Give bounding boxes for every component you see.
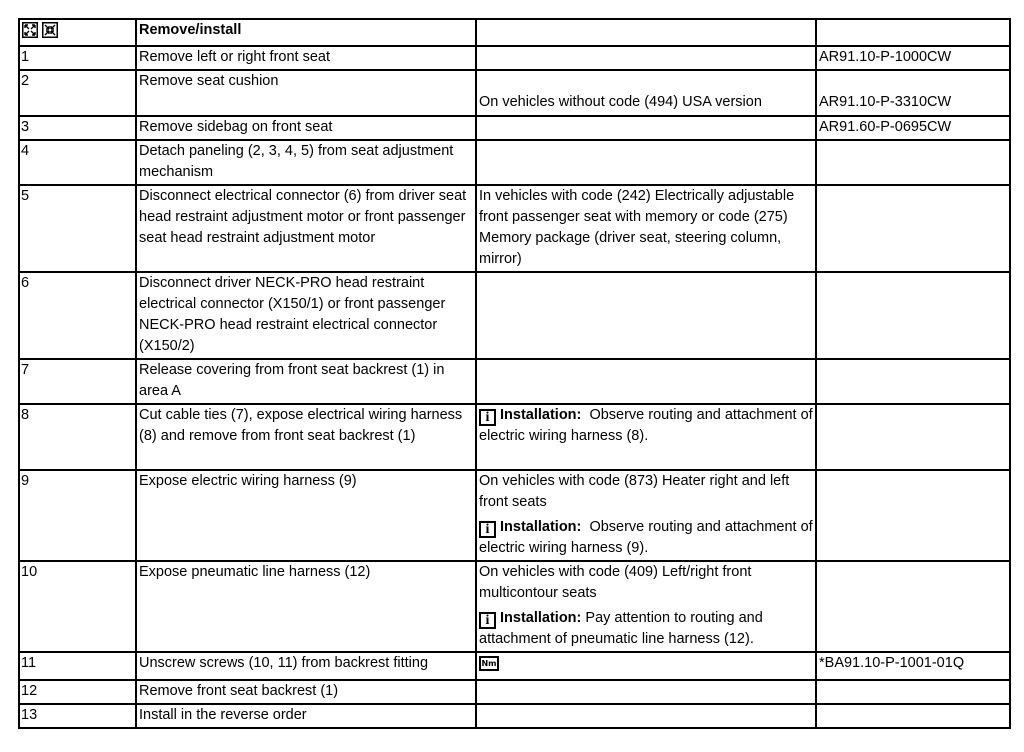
installation-label: Installation: xyxy=(500,610,582,626)
step-number: 7 xyxy=(19,359,136,404)
step-action: Cut cable ties (7), expose electrical wiring harness (8) and remove from front seat backrest (1) xyxy=(136,404,476,470)
step-note: In vehicles with code (242) Electrically adjustable front passenger seat with memory or code (275) Memory package (driver seat, steering column, mirror) xyxy=(476,185,816,272)
table-header-row xyxy=(19,19,1010,46)
step-number: 3 xyxy=(19,116,136,140)
step-action: Expose electric wiring harness (9) xyxy=(136,470,476,561)
table-row xyxy=(19,652,1010,680)
step-action: Release covering from front seat backrest (1) in area A xyxy=(136,359,476,404)
step-reference-link[interactable] xyxy=(816,704,1010,728)
step-reference-link[interactable]: AR91.10-P-1000CW xyxy=(816,46,1010,70)
step-note xyxy=(476,272,816,359)
expand-icon[interactable] xyxy=(22,22,38,38)
step-number: 6 xyxy=(19,272,136,359)
variant-note: On vehicles with code (873) Heater right and left front seats xyxy=(479,473,790,510)
info-icon[interactable]: i xyxy=(479,409,496,426)
step-note xyxy=(476,140,816,185)
info-icon[interactable]: i xyxy=(479,612,496,629)
variant-note: On vehicles with code (409) Left/right front multicontour seats xyxy=(479,564,752,601)
step-reference-link[interactable] xyxy=(816,561,1010,652)
step-reference-link[interactable] xyxy=(816,272,1010,359)
step-reference-link[interactable]: AR91.60-P-0695CW xyxy=(816,116,1010,140)
step-action: Unscrew screws (10, 11) from backrest fitting xyxy=(136,652,476,680)
header-col3 xyxy=(476,19,816,46)
step-number: 8 xyxy=(19,404,136,470)
step-number: 13 xyxy=(19,704,136,728)
step-action: Install in the reverse order xyxy=(136,704,476,728)
step-number: 4 xyxy=(19,140,136,185)
step-note xyxy=(476,404,816,470)
step-note xyxy=(476,116,816,140)
step-number: 12 xyxy=(19,680,136,704)
collapse-icon[interactable] xyxy=(42,22,58,38)
step-action: Remove left or right front seat xyxy=(136,46,476,70)
step-action: Remove seat cushion xyxy=(136,70,476,116)
table-row xyxy=(19,561,1010,652)
step-reference-link[interactable] xyxy=(816,140,1010,185)
step-reference-link[interactable]: AR91.10-P-3310CW xyxy=(816,70,1010,116)
step-action: Detach paneling (2, 3, 4, 5) from seat adjustment mechanism xyxy=(136,140,476,185)
step-action: Disconnect electrical connector (6) from driver seat head restraint adjustment motor or front passenger seat head restraint adjustment motor xyxy=(136,185,476,272)
info-icon[interactable]: i xyxy=(479,521,496,538)
step-action: Remove front seat backrest (1) xyxy=(136,680,476,704)
step-note xyxy=(476,652,816,680)
step-reference-link[interactable] xyxy=(816,470,1010,561)
procedure-table xyxy=(18,18,1011,729)
table-row xyxy=(19,116,1010,140)
step-action: Disconnect driver NECK-PRO head restraint electrical connector (X150/1) or front passenger NECK-PRO head restraint electrical connector (X150/2) xyxy=(136,272,476,359)
step-note xyxy=(476,561,816,652)
step-number: 5 xyxy=(19,185,136,272)
step-reference-link[interactable] xyxy=(816,404,1010,470)
installation-text: Pay attention to routing and attachment of pneumatic line harness (12). xyxy=(479,610,763,647)
step-note: On vehicles without code (494) USA version xyxy=(476,70,816,116)
procedure-sheet xyxy=(18,18,1011,729)
table-row xyxy=(19,680,1010,704)
table-row xyxy=(19,359,1010,404)
table-row xyxy=(19,272,1010,359)
table-row xyxy=(19,470,1010,561)
header-col4 xyxy=(816,19,1010,46)
torque-icon[interactable]: Nm xyxy=(479,656,499,671)
table-row xyxy=(19,704,1010,728)
step-note xyxy=(476,470,816,561)
step-reference-link[interactable] xyxy=(816,185,1010,272)
installation-text: Observe routing and attachment of electric wiring harness (8). xyxy=(479,407,813,444)
table-row xyxy=(19,46,1010,70)
step-action: Expose pneumatic line harness (12) xyxy=(136,561,476,652)
step-number: 1 xyxy=(19,46,136,70)
installation-label: Installation: xyxy=(500,519,582,535)
installation-note xyxy=(479,519,813,556)
step-note xyxy=(476,704,816,728)
table-row xyxy=(19,404,1010,470)
step-number: 9 xyxy=(19,470,136,561)
step-reference-link[interactable] xyxy=(816,359,1010,404)
step-note xyxy=(476,46,816,70)
step-number: 10 xyxy=(19,561,136,652)
step-number: 2 xyxy=(19,70,136,116)
step-action: Remove sidebag on front seat xyxy=(136,116,476,140)
step-note xyxy=(476,680,816,704)
step-reference-link[interactable] xyxy=(816,680,1010,704)
table-row xyxy=(19,70,1010,116)
installation-text: Observe routing and attachment of electric wiring harness (9). xyxy=(479,519,813,556)
installation-note xyxy=(479,610,763,647)
table-row xyxy=(19,140,1010,185)
step-note xyxy=(476,359,816,404)
header-icons-cell xyxy=(19,19,136,46)
header-title: Remove/install xyxy=(136,19,476,46)
installation-note xyxy=(479,407,813,444)
step-number: 11 xyxy=(19,652,136,680)
installation-label: Installation: xyxy=(500,407,582,423)
table-row xyxy=(19,185,1010,272)
step-reference-link[interactable]: *BA91.10-P-1001-01Q xyxy=(816,652,1010,680)
